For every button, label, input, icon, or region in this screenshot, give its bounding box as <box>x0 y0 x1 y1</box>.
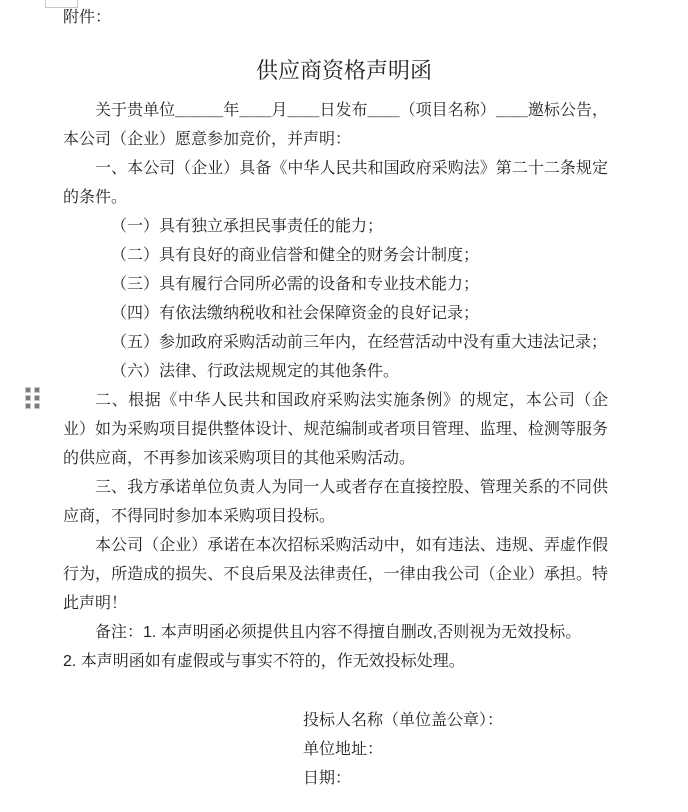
date-label: 日期： <box>303 770 352 787</box>
notes-line-1 <box>63 618 608 647</box>
condition-item-3: （三）具有履行合同所必需的设备和专业技术能力； <box>111 276 480 293</box>
drag-handle-icon[interactable] <box>26 388 39 408</box>
attachment-label: 附件： <box>63 9 112 26</box>
notes-label: 备注： <box>95 624 144 641</box>
section2-paragraph: 二、根据《中华人民共和国政府采购法实施条例》的规定，本公司（企业）如为采购项目提供整体设计、规范编制或者项目管理、监理、检测等服务的供应商，不再参加该采购项目的其他采购活动。 <box>63 392 608 467</box>
section3-paragraph: 三、我方承诺单位负责人为同一人或者存在直接控股、管理关系的不同供应商，不得同时参加本采购项目投标。 <box>63 479 608 525</box>
document-body <box>63 96 608 676</box>
section1-heading: 一、本公司（企业）具备《中华人民共和国政府采购法》第二十二条规定的条件。 <box>63 160 608 206</box>
condition-item-1: （一）具有独立承担民事责任的能力； <box>111 218 384 235</box>
signature-block <box>303 706 503 793</box>
note-item-1: 1. 本声明函必须提供且内容不得擅自删改,否则视为无效投标。 <box>143 624 582 641</box>
paragraph-intro: 关于贵单位＿＿＿年＿＿月＿＿日发布＿＿（项目名称）＿＿邀标公告，本公司（企业）愿意参加竞价，并声明： <box>63 102 608 148</box>
commitment-paragraph: 本公司（企业）承诺在本次招标采购活动中，如有违法、违规、弄虚作假行为，所造成的损失、不良后果及法律责任，一律由我公司（企业）承担。特此声明！ <box>63 537 608 612</box>
address-label: 单位地址： <box>303 741 384 758</box>
note-item-2: 2. 本声明函如有虚假或与事实不符的，作无效投标处理。 <box>63 653 465 670</box>
bidder-name-label: 投标人名称（单位盖公章）： <box>303 712 504 729</box>
condition-item-6: （六）法律、行政法规规定的其他条件。 <box>111 363 400 380</box>
page-title: 供应商资格声明函 <box>255 57 432 83</box>
condition-item-4: （四）有依法缴纳税收和社会保障资金的良好记录； <box>111 305 480 322</box>
condition-item-2: （二）具有良好的商业信誉和健全的财务会计制度； <box>111 247 480 264</box>
condition-item-5: （五）参加政府采购活动前三年内，在经营活动中没有重大违法记录； <box>111 334 608 351</box>
